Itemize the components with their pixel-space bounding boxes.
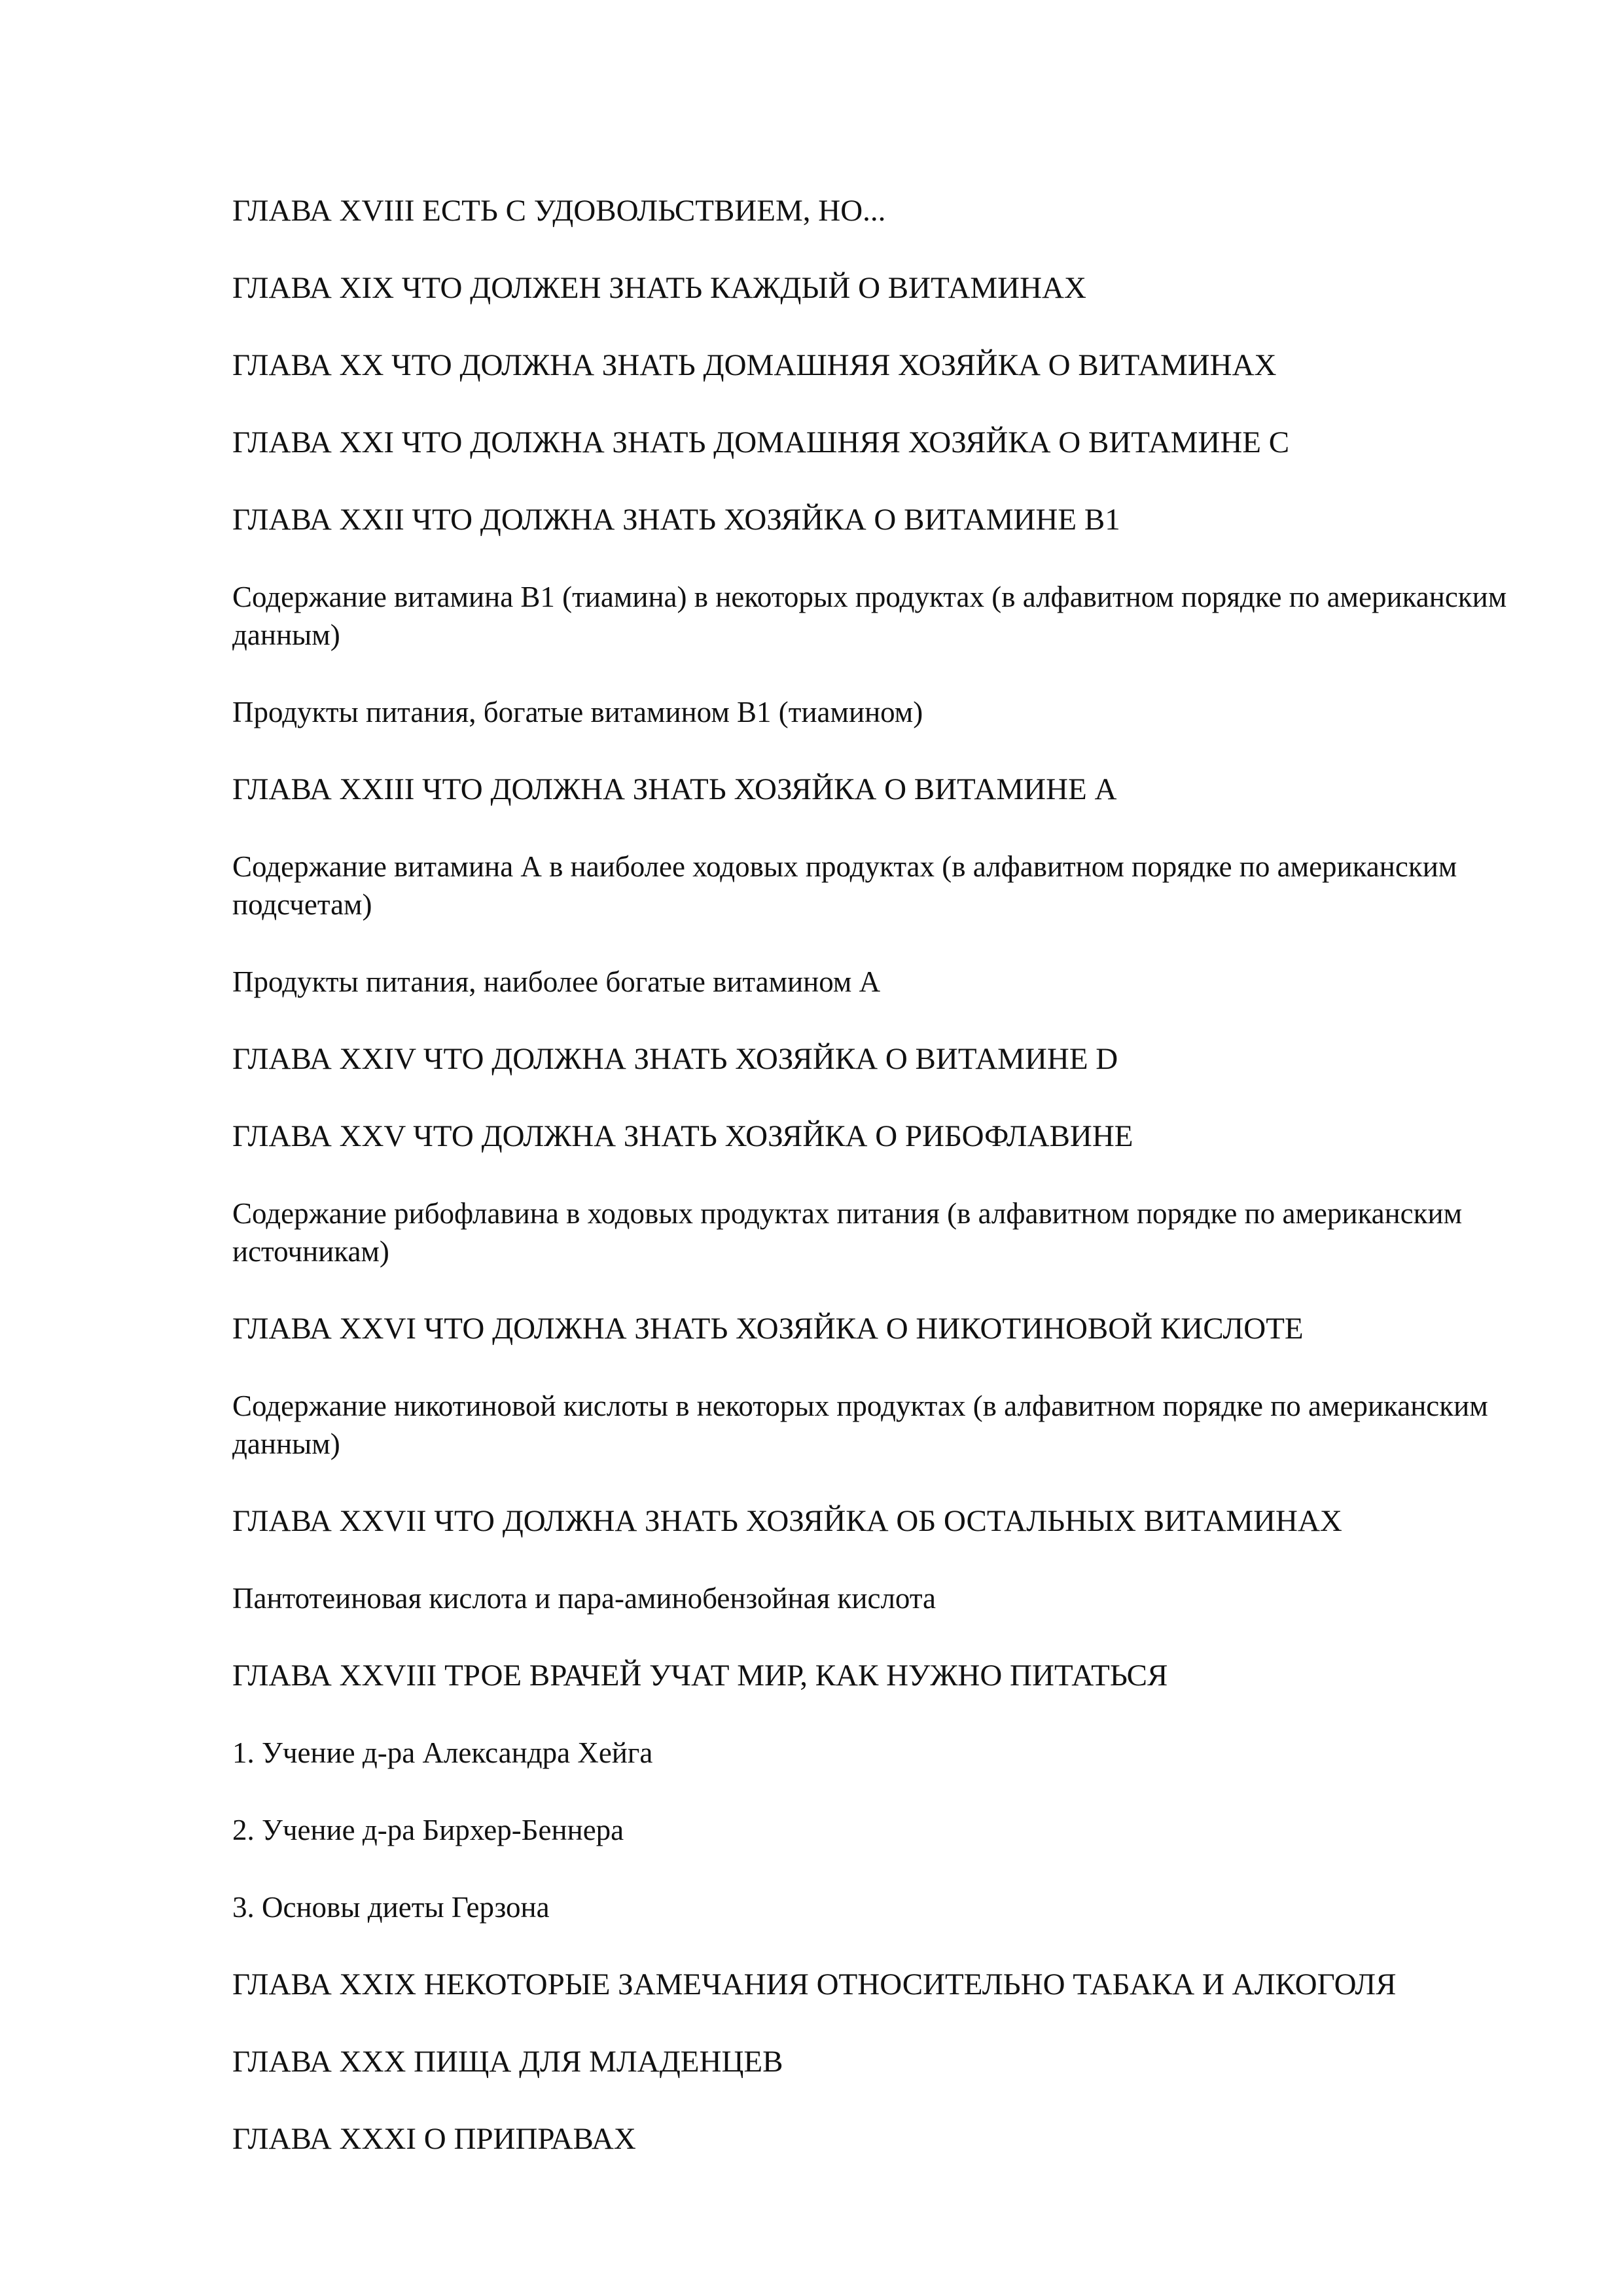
toc-chapter: ГЛАВА XXV ЧТО ДОЛЖНА ЗНАТЬ ХОЗЯЙКА О РИБОФЛАВИНЕ	[232, 1119, 1133, 1153]
toc-section: Пантотеиновая кислота и пара-аминобензойная кислота	[232, 1582, 936, 1615]
table-of-contents	[232, 192, 1541, 2197]
toc-chapter: ГЛАВА XXVIII ТРОЕ ВРАЧЕЙ УЧАТ МИР, КАК НУЖНО ПИТАТЬСЯ	[232, 1659, 1168, 1693]
toc-section: Продукты питания, наиболее богатые витамином А	[232, 965, 881, 998]
toc-chapter: ГЛАВА XIX ЧТО ДОЛЖЕН ЗНАТЬ КАЖДЫЙ О ВИТАМИНАХ	[232, 271, 1086, 305]
toc-chapter: ГЛАВА XXIII ЧТО ДОЛЖНА ЗНАТЬ ХОЗЯЙКА О ВИТАМИНЕ А	[232, 772, 1117, 806]
toc-section: Содержание витамина В1 (тиамина) в некоторых продуктах (в алфавитном порядке по американским данным)	[232, 581, 1507, 651]
toc-chapter: ГЛАВА XXIX НЕКОТОРЫЕ ЗАМЕЧАНИЯ ОТНОСИТЕЛЬНО ТАБАКА И АЛКОГОЛЯ	[232, 1967, 1397, 2001]
toc-chapter: ГЛАВА XVIII ЕСТЬ С УДОВОЛЬСТВИЕМ, НО...	[232, 194, 886, 228]
toc-chapter: ГЛАВА XXXI О ПРИПРАВАХ	[232, 2122, 636, 2156]
toc-chapter: ГЛАВА XXVII ЧТО ДОЛЖНА ЗНАТЬ ХОЗЯЙКА ОБ ОСТАЛЬНЫХ ВИТАМИНАХ	[232, 1504, 1342, 1538]
toc-section: Содержание никотиновой кислоты в некоторых продуктах (в алфавитном порядке по американским данным)	[232, 1390, 1488, 1460]
toc-chapter: ГЛАВА XXVI ЧТО ДОЛЖНА ЗНАТЬ ХОЗЯЙКА О НИКОТИНОВОЙ КИСЛОТЕ	[232, 1312, 1304, 1346]
toc-chapter: ГЛАВА XXI ЧТО ДОЛЖНА ЗНАТЬ ДОМАШНЯЯ ХОЗЯЙКА О ВИТАМИНЕ С	[232, 425, 1290, 459]
toc-section: Продукты питания, богатые витамином В1 (тиамином)	[232, 696, 923, 728]
toc-section: 3. Основы диеты Герзона	[232, 1891, 550, 1924]
toc-section: Содержание рибофлавина в ходовых продуктах питания (в алфавитном порядке по американским источникам)	[232, 1197, 1463, 1268]
toc-chapter: ГЛАВА XX ЧТО ДОЛЖНА ЗНАТЬ ДОМАШНЯЯ ХОЗЯЙКА О ВИТАМИНАХ	[232, 348, 1277, 382]
toc-chapter: ГЛАВА XXX ПИЩА ДЛЯ МЛАДЕНЦЕВ	[232, 2045, 783, 2079]
toc-section: 1. Учение д-ра Александра Хейга	[232, 1736, 653, 1769]
toc-chapter: ГЛАВА XXII ЧТО ДОЛЖНА ЗНАТЬ ХОЗЯЙКА О ВИТАМИНЕ В1	[232, 503, 1120, 537]
toc-section: Содержание витамина А в наиболее ходовых продуктах (в алфавитном порядке по американским подсчетам)	[232, 850, 1457, 921]
toc-section: 2. Учение д-ра Бирхер-Беннера	[232, 1814, 624, 1846]
toc-chapter: ГЛАВА XXIV ЧТО ДОЛЖНА ЗНАТЬ ХОЗЯЙКА О ВИТАМИНЕ D	[232, 1042, 1118, 1076]
